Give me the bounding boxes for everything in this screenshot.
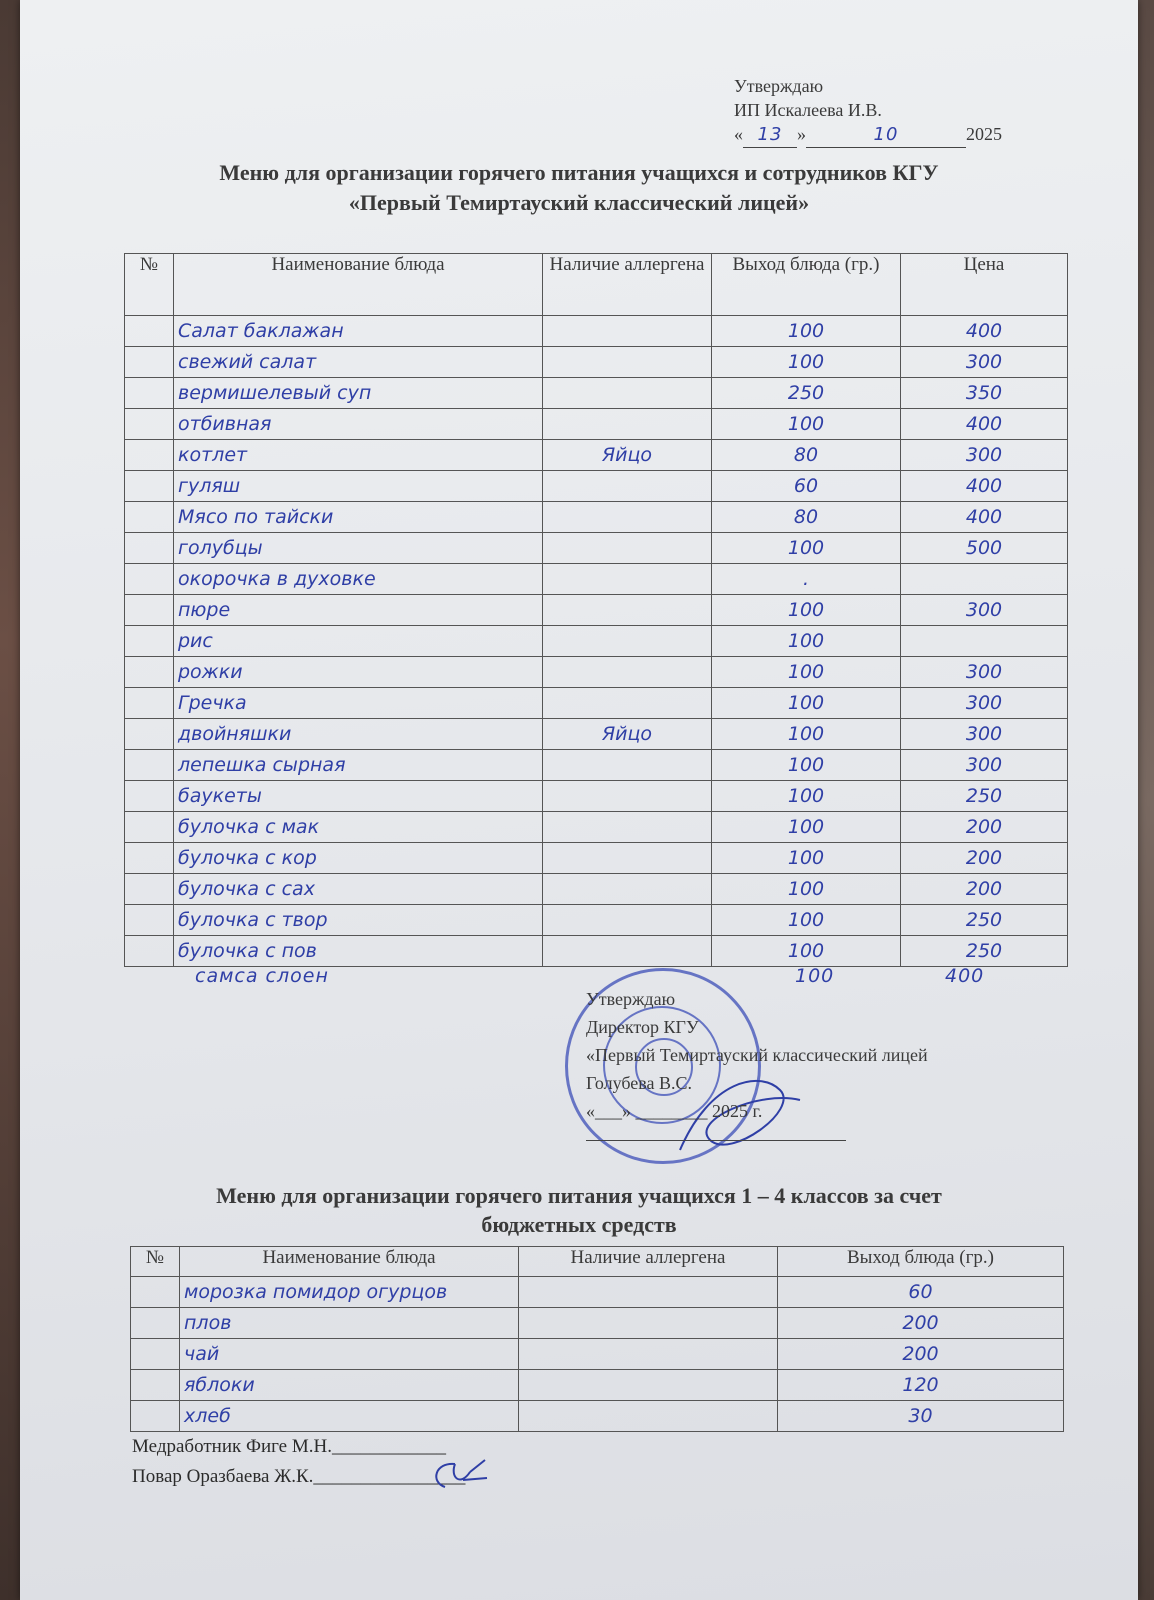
menu1-cell-name: булочка с мак — [174, 812, 543, 843]
menu2-row — [131, 1339, 1064, 1370]
menu2-header-name: Наименование блюда — [180, 1247, 519, 1277]
menu2-cell-weight: 60 — [778, 1277, 1064, 1308]
menu2-cell-allergen — [519, 1401, 778, 1432]
menu1-cell-no — [125, 812, 174, 843]
menu1-cell-name: Гречка — [174, 688, 543, 719]
menu1-header-no: № — [125, 254, 174, 316]
menu1-cell-no — [125, 626, 174, 657]
menu1-cell-name: котлет — [174, 440, 543, 471]
menu1-cell-allergen — [543, 688, 712, 719]
approval-year: 2025 — [966, 124, 1002, 144]
menu1-cell-allergen — [543, 936, 712, 967]
menu1-cell-price — [901, 626, 1068, 657]
menu1-row — [125, 843, 1068, 874]
menu1-body — [125, 316, 1068, 967]
menu1-header-name: Наименование блюда — [174, 254, 543, 316]
menu1-title-line1: Меню для организации горячего питания учащихся и сотрудников КГУ — [219, 160, 939, 185]
menu2-body — [131, 1277, 1064, 1432]
menu1-cell-no — [125, 595, 174, 626]
menu1-title-line2: «Первый Темиртауский классический лицей» — [348, 190, 810, 215]
menu1-cell-weight: 80 — [712, 502, 901, 533]
menu2-cell-name: яблоки — [180, 1370, 519, 1401]
menu1-cell-price: 300 — [901, 688, 1068, 719]
menu1-cell-price: 200 — [901, 874, 1068, 905]
menu1-cell-name: окорочка в духовке — [174, 564, 543, 595]
menu2-title-line2: бюджетных средств — [481, 1212, 677, 1237]
menu2-header-weight: Выход блюда (гр.) — [778, 1247, 1064, 1277]
menu1-cell-weight: 100 — [712, 595, 901, 626]
menu1-row — [125, 533, 1068, 564]
menu2-cell-no — [131, 1339, 180, 1370]
menu1-cell-weight: 100 — [712, 657, 901, 688]
menu1-header-weight: Выход блюда (гр.) — [712, 254, 901, 316]
menu1-cell-allergen — [543, 595, 712, 626]
menu1-cell-weight: 100 — [712, 347, 901, 378]
menu1-cell-weight: 100 — [712, 533, 901, 564]
menu1-header-allergen: Наличие аллергена — [543, 254, 712, 316]
menu1-cell-weight: 100 — [712, 874, 901, 905]
document-page — [20, 0, 1138, 1600]
menu1-cell-name: лепешка сырная — [174, 750, 543, 781]
menu1-cell-no — [125, 719, 174, 750]
menu1-cell-weight: 100 — [712, 719, 901, 750]
menu2-cell-weight: 200 — [778, 1308, 1064, 1339]
menu1-cell-allergen — [543, 874, 712, 905]
menu1-cell-no — [125, 502, 174, 533]
menu2-cell-weight: 30 — [778, 1401, 1064, 1432]
menu1-row — [125, 936, 1068, 967]
menu2-table — [130, 1246, 1064, 1432]
menu1-cell-no — [125, 905, 174, 936]
menu1-cell-price: 300 — [901, 750, 1068, 781]
menu1-cell-name: булочка с кор — [174, 843, 543, 874]
menu1-cell-no — [125, 347, 174, 378]
menu2-header-row — [131, 1247, 1064, 1277]
menu1-table — [124, 253, 1068, 967]
menu2-cell-name: морозка помидор огурцов — [180, 1277, 519, 1308]
menu2-row — [131, 1277, 1064, 1308]
menu2-header-allergen: Наличие аллергена — [519, 1247, 778, 1277]
menu1-cell-no — [125, 471, 174, 502]
menu1-cell-allergen — [543, 657, 712, 688]
menu1-cell-price: 500 — [901, 533, 1068, 564]
menu1-cell-price: 300 — [901, 347, 1068, 378]
menu1-cell-weight: 100 — [712, 409, 901, 440]
menu1-cell-weight: 100 — [712, 750, 901, 781]
menu1-cell-allergen: Яйцо — [543, 719, 712, 750]
menu1-cell-weight: 100 — [712, 316, 901, 347]
menu1-cell-allergen — [543, 905, 712, 936]
menu1-cell-weight: 100 — [712, 936, 901, 967]
menu1-cell-weight: 100 — [712, 626, 901, 657]
menu1-cell-name: двойняшки — [174, 719, 543, 750]
menu1-cell-weight: . — [712, 564, 901, 595]
menu1-row — [125, 719, 1068, 750]
menu1-cell-no — [125, 564, 174, 595]
menu1-row — [125, 688, 1068, 719]
menu1-cell-allergen — [543, 564, 712, 595]
director-signature-line — [586, 1140, 846, 1141]
menu1-cell-allergen — [543, 378, 712, 409]
menu1-cell-weight: 80 — [712, 440, 901, 471]
menu1-cell-no — [125, 874, 174, 905]
menu1-cell-weight: 250 — [712, 378, 901, 409]
menu1-extra-weight: 100 — [795, 965, 835, 987]
menu1-cell-no — [125, 533, 174, 564]
menu1-row — [125, 409, 1068, 440]
menu1-cell-name: пюре — [174, 595, 543, 626]
menu2-cell-no — [131, 1401, 180, 1432]
menu1-cell-weight: 100 — [712, 812, 901, 843]
menu1-cell-allergen — [543, 750, 712, 781]
menu2-title-line1: Меню для организации горячего питания учащихся 1 – 4 классов за счет — [216, 1183, 942, 1208]
menu1-row — [125, 657, 1068, 688]
menu2-cell-allergen — [519, 1277, 778, 1308]
menu2-row — [131, 1401, 1064, 1432]
approval-top — [734, 74, 1002, 148]
menu1-row — [125, 347, 1068, 378]
menu2-cell-weight: 200 — [778, 1339, 1064, 1370]
menu1-cell-price: 400 — [901, 316, 1068, 347]
menu1-cell-no — [125, 688, 174, 719]
menu1-row — [125, 905, 1068, 936]
menu1-cell-price: 350 — [901, 378, 1068, 409]
menu2-row — [131, 1370, 1064, 1401]
menu1-cell-price: 400 — [901, 409, 1068, 440]
menu1-cell-no — [125, 409, 174, 440]
menu1-cell-price: 400 — [901, 471, 1068, 502]
menu1-cell-allergen — [543, 781, 712, 812]
approval-director-line1: Утверждаю — [586, 989, 676, 1009]
menu1-cell-name: отбивная — [174, 409, 543, 440]
menu2-cell-name: плов — [180, 1308, 519, 1339]
menu1-cell-name: баукеты — [174, 781, 543, 812]
menu1-cell-name: гуляш — [174, 471, 543, 502]
menu1-cell-no — [125, 843, 174, 874]
menu1-cell-allergen — [543, 316, 712, 347]
menu1-row — [125, 378, 1068, 409]
menu1-cell-allergen — [543, 502, 712, 533]
menu1-cell-name: Мясо по тайски — [174, 502, 543, 533]
menu2-cell-no — [131, 1370, 180, 1401]
menu2-cell-no — [131, 1308, 180, 1339]
menu1-cell-price: 200 — [901, 812, 1068, 843]
menu1-cell-name: булочка с твор — [174, 905, 543, 936]
menu1-cell-no — [125, 378, 174, 409]
menu1-extra-price: 400 — [945, 965, 985, 987]
menu1-cell-weight: 100 — [712, 781, 901, 812]
menu1-cell-no — [125, 781, 174, 812]
menu1-cell-price: 300 — [901, 657, 1068, 688]
menu1-cell-name: голубцы — [174, 533, 543, 564]
menu1-cell-price: 300 — [901, 719, 1068, 750]
menu2-cell-name: хлеб — [180, 1401, 519, 1432]
menu1-cell-no — [125, 440, 174, 471]
menu1-cell-name: свежий салат — [174, 347, 543, 378]
menu1-row — [125, 812, 1068, 843]
menu1-cell-weight: 100 — [712, 905, 901, 936]
menu1-cell-no — [125, 750, 174, 781]
menu1-cell-no — [125, 657, 174, 688]
menu1-cell-allergen — [543, 471, 712, 502]
menu2-cell-allergen — [519, 1339, 778, 1370]
menu1-cell-allergen — [543, 533, 712, 564]
menu1-cell-name: булочка с сах — [174, 874, 543, 905]
menu1-cell-name: булочка с пов — [174, 936, 543, 967]
menu1-cell-allergen: Яйцо — [543, 440, 712, 471]
menu1-cell-name: рожки — [174, 657, 543, 688]
menu2-cell-allergen — [519, 1370, 778, 1401]
menu1-cell-price: 250 — [901, 936, 1068, 967]
menu1-cell-price: 300 — [901, 440, 1068, 471]
menu1-cell-price: 400 — [901, 502, 1068, 533]
approval-director-line4: Голубева В.С. — [586, 1073, 693, 1093]
menu1-row — [125, 626, 1068, 657]
menu1-cell-allergen — [543, 843, 712, 874]
menu1-row — [125, 471, 1068, 502]
menu1-header-price: Цена — [901, 254, 1068, 316]
menu1-row — [125, 750, 1068, 781]
menu1-cell-price: 200 — [901, 843, 1068, 874]
menu1-cell-allergen — [543, 812, 712, 843]
menu1-row — [125, 316, 1068, 347]
menu2-cell-no — [131, 1277, 180, 1308]
menu1-cell-allergen — [543, 626, 712, 657]
cook-signature: Повар Оразбаева Ж.К.________________ — [132, 1466, 466, 1487]
menu1-extra-name: самса слоен — [195, 965, 329, 987]
menu1-cell-weight: 100 — [712, 688, 901, 719]
menu1-cell-no — [125, 316, 174, 347]
menu1-row — [125, 874, 1068, 905]
menu1-row — [125, 781, 1068, 812]
approval-director-line3: «Первый Темиртауский классический лицей — [586, 1045, 928, 1065]
menu1-header-row — [125, 254, 1068, 316]
menu2-header-no: № — [131, 1247, 180, 1277]
menu1-cell-name: вермишелевый суп — [174, 378, 543, 409]
approval-director — [586, 985, 928, 1125]
menu2-cell-allergen — [519, 1308, 778, 1339]
medic-signature: Медработник Фиге М.Н.____________ — [132, 1436, 446, 1457]
menu1-cell-price: 300 — [901, 595, 1068, 626]
menu1-cell-allergen — [543, 409, 712, 440]
menu2-row — [131, 1308, 1064, 1339]
cook-signature-mark-icon — [425, 1452, 495, 1497]
approval-director-line2: Директор КГУ — [586, 1017, 699, 1037]
approval-top-line1: Утверждаю — [734, 76, 824, 96]
menu1-row — [125, 502, 1068, 533]
menu2-cell-name: чай — [180, 1339, 519, 1370]
menu1-cell-weight: 60 — [712, 471, 901, 502]
menu1-row — [125, 440, 1068, 471]
menu1-cell-price — [901, 564, 1068, 595]
menu1-cell-weight: 100 — [712, 843, 901, 874]
menu1-cell-no — [125, 936, 174, 967]
menu2-cell-weight: 120 — [778, 1370, 1064, 1401]
approval-month: 10 — [806, 123, 966, 148]
menu1-cell-price: 250 — [901, 781, 1068, 812]
approval-top-line2: ИП Искалеева И.В. — [734, 100, 882, 120]
approval-director-date: «___» ________ 2025 г. — [586, 1101, 763, 1121]
menu1-cell-name: рис — [174, 626, 543, 657]
approval-day: 13 — [743, 123, 797, 148]
approval-top-date: « 13 » 10 2025 — [734, 122, 1002, 148]
menu1-cell-price: 250 — [901, 905, 1068, 936]
menu1-row — [125, 595, 1068, 626]
menu1-row — [125, 564, 1068, 595]
menu1-cell-name: Салат баклажан — [174, 316, 543, 347]
menu1-cell-allergen — [543, 347, 712, 378]
